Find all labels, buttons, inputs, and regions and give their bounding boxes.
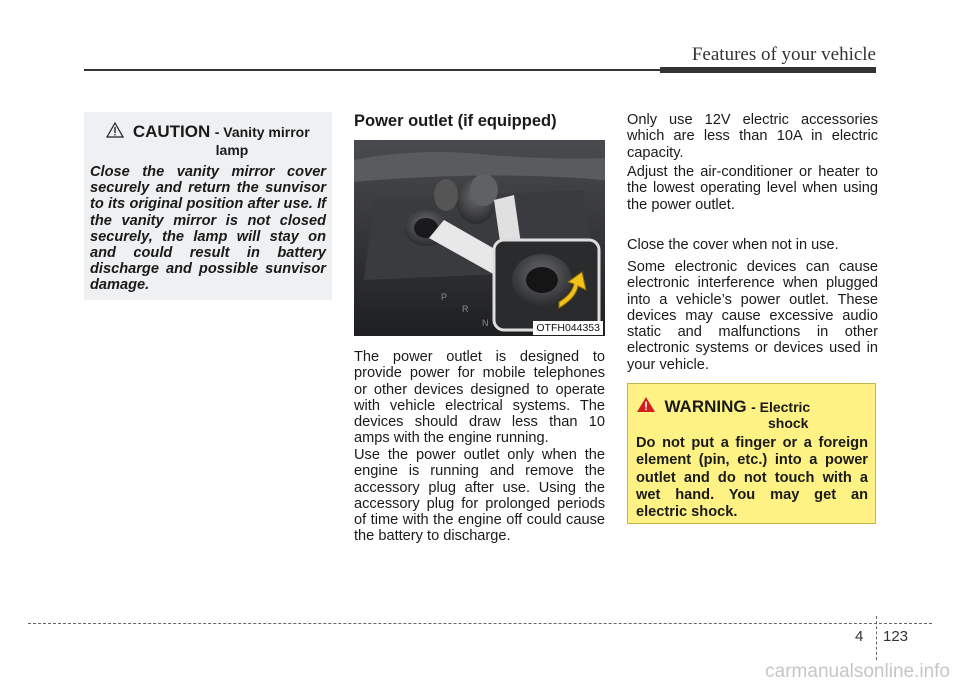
svg-text:N: N <box>482 318 489 328</box>
header-title: Features of your vehicle <box>691 44 876 65</box>
paragraph-climate: Adjust the air-conditioner or heater to the lowest operating level when using the power outlet. <box>627 164 878 213</box>
paragraph-close-cover: Close the cover when not in use. <box>627 237 839 253</box>
caution-text: Close the vanity mirror cover securely and return the sunvisor to its original position after use. If the vanity mirror is not closed securely, the lamp will stay on and could result in battery discharge and possible sunvisor damage. <box>90 164 326 294</box>
caution-triangle-icon <box>106 122 124 138</box>
warning-triangle-icon <box>636 396 656 413</box>
footer-rule <box>28 623 932 624</box>
warning-box <box>627 383 876 524</box>
caution-subtitle: - Vanity mirror <box>214 124 310 140</box>
paragraph-usage: Use the power outlet only when the engine is running and remove the accessory plug after use. Using the accessory plug for prolonged periods of time with the engine off could cause the battery to discharge. <box>354 447 605 545</box>
svg-text:P: P <box>441 292 448 302</box>
header-rule-accent <box>660 67 876 73</box>
paragraph-accessories: Only use 12V electric accessories which are less than 10A in electric capacity. <box>627 112 878 161</box>
paragraph-interference: Some electronic devices can cause electronic interference when plugged into a vehicle’s power outlet. These devices may cause excessive audio static and malfunctions in other electronic systems or devices used in your vehicle. <box>627 259 878 373</box>
warning-subtitle-line2: shock <box>768 415 809 431</box>
warning-subtitle: - Electric <box>751 399 811 415</box>
chapter-number: 4 <box>855 628 864 645</box>
svg-text:R: R <box>462 304 469 314</box>
paragraph-purpose: The power outlet is designed to provide power for mobile telephones or other devices designed to operate with vehicle electrical systems. The devices should draw less than 10 amps with the engine running. <box>354 349 605 447</box>
section-title: Power outlet (if equipped) <box>354 112 557 130</box>
console-illustration <box>354 140 605 336</box>
power-outlet-photo <box>354 140 605 336</box>
page-number-separator <box>876 616 877 660</box>
caution-subtitle-line2: lamp <box>215 142 249 158</box>
page-number: 123 <box>883 628 909 645</box>
caution-box <box>84 112 332 300</box>
caution-label: CAUTION <box>132 122 211 141</box>
warning-label: WARNING <box>664 397 747 416</box>
image-label: OTFH044353 <box>533 321 603 335</box>
warning-header <box>636 396 810 417</box>
watermark: carmanualsonline.info <box>765 661 950 682</box>
caution-header <box>84 122 332 142</box>
warning-text: Do not put a finger or a foreign element (pin, etc.) into a power outlet and do not touch with a wet hand. You may get an electric shock. <box>636 435 868 521</box>
